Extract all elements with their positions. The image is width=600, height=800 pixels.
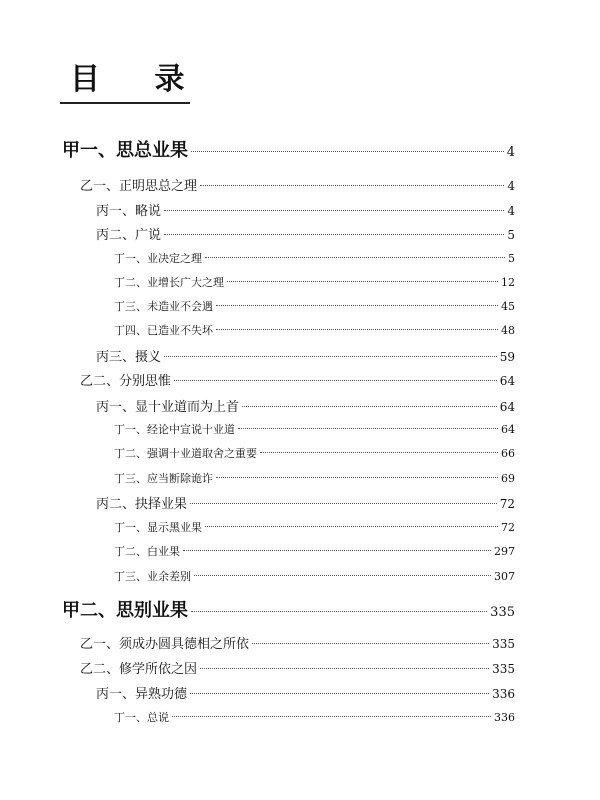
- toc-entry-label: 丁三、应当断除诡诈: [114, 472, 213, 485]
- toc-entry-page: 335: [492, 662, 515, 676]
- dot-leader: [183, 550, 491, 551]
- toc-entry-label: 丁三、未造业不会遇: [114, 300, 213, 313]
- dot-leader: [227, 281, 498, 282]
- toc-entry-label: 乙二、修学所依之因: [80, 662, 198, 677]
- dot-leader: [194, 575, 491, 576]
- toc-entry[interactable]: [114, 298, 515, 314]
- toc-entry-page: 48: [501, 324, 515, 337]
- toc-entry-label: 丙二、广说: [96, 228, 162, 243]
- toc-entry-page: 59: [499, 350, 515, 364]
- dot-leader: [200, 668, 489, 669]
- dot-leader: [174, 380, 497, 381]
- toc-entry-page: 72: [499, 497, 515, 511]
- toc-entry-label: 丁二、强调十业道取舍之重要: [114, 447, 257, 460]
- toc-entry[interactable]: [96, 683, 515, 702]
- dot-leader: [191, 611, 487, 612]
- toc-entry-label: 丁一、显示黑业果: [114, 521, 202, 534]
- dot-leader: [190, 693, 489, 694]
- toc-entry[interactable]: [80, 370, 515, 389]
- toc-entry[interactable]: [62, 596, 515, 622]
- toc-entry[interactable]: [96, 493, 515, 512]
- toc-entry-label: 乙一、正明思总之理: [80, 179, 198, 194]
- toc-entry-page: 69: [501, 472, 515, 485]
- dot-leader: [200, 185, 504, 186]
- dot-leader: [205, 526, 498, 527]
- dot-leader: [164, 356, 497, 357]
- toc-entry[interactable]: [114, 445, 515, 461]
- toc-entry-label: 丁二、业增长广大之理: [114, 276, 224, 289]
- toc-entry-page: 336: [494, 711, 515, 724]
- toc-entry-page: 4: [506, 145, 515, 160]
- dot-leader: [172, 716, 491, 717]
- title-underline: [60, 102, 190, 104]
- toc-entry-label: 丙一、异熟功德: [96, 687, 188, 702]
- toc-entry-label: 丁四、已造业不失坏: [114, 324, 213, 337]
- toc-entry-page: 5: [507, 228, 515, 242]
- toc-entry-page: 72: [501, 521, 515, 534]
- toc-entry-page: 66: [501, 447, 515, 460]
- toc-entry[interactable]: [96, 224, 515, 243]
- dot-leader: [190, 503, 497, 504]
- toc-entry[interactable]: [96, 346, 515, 365]
- dot-leader: [216, 305, 498, 306]
- toc-entry[interactable]: [114, 543, 515, 559]
- toc-entry[interactable]: [96, 396, 515, 415]
- dot-leader: [238, 428, 498, 429]
- toc-entry-label: 丙一、略说: [96, 204, 162, 219]
- toc-entry-label: 丙二、抉择业果: [96, 497, 188, 512]
- toc-entry-page: 64: [499, 374, 515, 388]
- dot-leader: [164, 210, 504, 211]
- toc-entry[interactable]: [96, 200, 515, 219]
- toc-entry-label: 乙一、须成办圆具德相之所依: [80, 637, 250, 652]
- toc-entry-page: 335: [492, 637, 515, 651]
- toc-entry-page: 297: [494, 545, 515, 558]
- toc-entry-label: 丁一、经论中宣说十业道: [114, 423, 235, 436]
- toc-entry-label: 丙一、显十业道而为上首: [96, 400, 240, 415]
- toc-entry[interactable]: [114, 709, 515, 725]
- toc-entry-label: 丁三、业余差别: [114, 570, 191, 583]
- toc-entry-page: 12: [501, 276, 515, 289]
- toc-entry[interactable]: [114, 322, 515, 338]
- toc-entry-page: 307: [494, 570, 515, 583]
- dot-leader: [216, 329, 498, 330]
- dot-leader: [242, 406, 497, 407]
- toc-entry-page: 336: [492, 687, 515, 701]
- toc-entry-page: 335: [490, 605, 515, 620]
- toc-entry[interactable]: [114, 250, 515, 266]
- toc-entry[interactable]: [80, 658, 515, 677]
- toc-entry[interactable]: [80, 175, 515, 194]
- toc-entry-label: 丁二、白业果: [114, 545, 180, 558]
- toc-entry[interactable]: [114, 470, 515, 486]
- dot-leader: [164, 234, 504, 235]
- page-title: 目 录: [70, 62, 207, 97]
- toc-entry-label: 甲一、思总业果: [62, 140, 188, 161]
- toc-entry-page: 45: [501, 300, 515, 313]
- dot-leader: [252, 643, 489, 644]
- toc-entry[interactable]: [80, 633, 515, 652]
- toc-entry-page: 4: [507, 179, 515, 193]
- toc-entry-page: 5: [508, 252, 515, 265]
- toc-entry-page: 64: [501, 423, 515, 436]
- toc-entry-label: 甲二、思别业果: [62, 600, 188, 621]
- dot-leader: [205, 257, 505, 258]
- toc-entry[interactable]: [114, 568, 515, 584]
- toc-entry-label: 丁一、业决定之理: [114, 252, 202, 265]
- toc-entry-page: 64: [499, 400, 515, 414]
- toc-entry[interactable]: [114, 421, 515, 437]
- toc-entry-label: 丙三、摄义: [96, 350, 162, 365]
- dot-leader: [260, 452, 498, 453]
- toc-entry[interactable]: [62, 136, 515, 162]
- dot-leader: [216, 477, 498, 478]
- toc-entry-page: 4: [507, 204, 515, 218]
- toc-entry[interactable]: [114, 274, 515, 290]
- toc-entry[interactable]: [114, 519, 515, 535]
- dot-leader: [191, 151, 504, 152]
- toc-entry-label: 丁一、总说: [114, 711, 169, 724]
- toc-entry-label: 乙二、分别思惟: [80, 374, 172, 389]
